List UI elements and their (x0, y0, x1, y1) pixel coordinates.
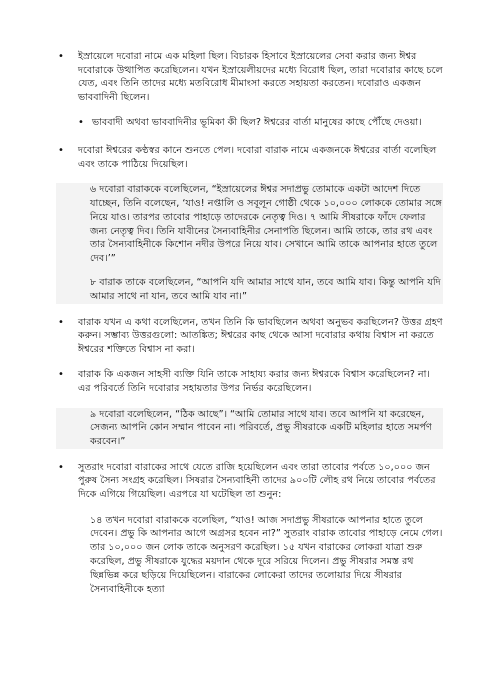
bullet-item (56, 144, 443, 171)
quote-paragraph: ৬ দবোরা বারাককে বলেছিলেন, “ইস্রায়েলের ঈশ্বর সদাপ্রভু তোমাকে একটা আদেশ দিতে যাচ্ছেন, তিনি বলেছেন, ‘যাও! নপ্তালি ও সবূলূন গোষ্ঠী থেকে ১০,০০০ লোককে তোমার সঙ্গে নিয়ে যাও। তারপর তাবোর পাহাড়ে তাদেরকে নেতৃত্ব দিও। ৭ আমি সীষরাকে ফাঁদে ফেলার জন্য নেতৃত্ব দিব। তিনি যাবীনের সৈন্যবাহিনীর সেনাপতি ছিলেন। আমি তাকে, তার রথ এবং তার সৈন্যবাহিনীকে কিশোন নদীর উপরে নিয়ে যাব। সেখানে আমি তাকে আপনার হাতে তুলে দেব।’” (90, 184, 442, 265)
bullet-text: বারাক কি একজন সাহসী ব্যক্তি যিনি তাকে সাহায্য করার জন্য ঈশ্বরকে বিশ্বাস করেছিলেন? না। এর পরিবর্তে তিনি দবোরার সহায়তার উপর নির্ভর করেছিলেন। (78, 369, 430, 394)
scripture-quote (56, 183, 443, 303)
scripture-quote (56, 514, 443, 597)
bullet-icon: • (58, 51, 64, 62)
bullet-text: সুতরাং দবোরা বারাকের সাথে যেতে রাজি হয়েছিলেন এবং তারা তাবোর পর্বতে ১০,০০০ জন পুরুষ সৈন্য সংগ্রহ করেছিল। সিষরার সৈন্যবাহিনী তাদের ৯০০টি লৌহ রথ নিয়ে তাবোর পর্বতের দিকে এগিয়ে গিয়েছিল। এরপরে যা ঘটেছিল তা শুনুন: (78, 461, 436, 501)
bullet-item (56, 316, 443, 357)
bullet-icon: • (78, 117, 84, 129)
bullet-icon: • (58, 461, 64, 473)
bullet-icon: • (58, 369, 64, 381)
sub-bullet-text: ভাববাদী অথবা ভাববাদিনীর ভূমিকা কী ছিল? ঈশ্বরের বার্তা মানুষের কাছে পৌঁছে দেওয়া। (92, 117, 422, 129)
sub-bullet-item (56, 116, 443, 130)
quote-paragraph: ৯ দবোরা বলেছিলেন, “ঠিক আছে”। “আমি তোমার সাথে যাব। তবে আপনি যা করেছেন, সেজন্য আপনি কোন সম্মান পাবেন না। পরিবর্তে, প্রভু সীষরাকে একটি মহিলার হাতে সমর্পণ করবেন।” (90, 408, 432, 448)
bullet-item (56, 50, 443, 104)
quote-paragraph: ৮ বারাক তাকে বলেছিলেন, “আপনি যদি আমার সাথে যান, তবে আমি যাব। কিন্তু আপনি যদি আমার সাথে না যান, তবে আমি যাব না।” (90, 276, 441, 302)
bullet-item (56, 461, 443, 502)
bullet-text: ইস্রায়েলে দবোরা নামে এক মহিলা ছিল। বিচারক হিসাবে ইস্রায়েলের সেবা করার জন্য ঈশ্বর দবোরাকে উত্থাপিত করেছিলেন। যখন ইস্রায়েলীয়দের মধ্যে বিরোধ ছিল, তারা দবোরার কাছে চলে যেত, এবং তিনি তাদের মধ্যে মতবিরোধ মীমাংসা করতে সহায়তা করতেন। দবোরাও একজন ভাববাদিনী ছিলেন। (78, 51, 443, 103)
bullet-text: দবোরা ঈশ্বরের কণ্ঠস্বর কানে শুনতে পেল। দবোরা বারাক নামে একজনকে ঈশ্বরের বার্তা বলেছিল এবং তাকে পাঠিয়ে দিয়েছিল। (78, 144, 437, 170)
bullet-icon: • (58, 144, 64, 156)
bullet-icon: • (58, 316, 64, 328)
quote-paragraph: ১৪ তখন দবোরা বারাককে বলেছিল, “যাও! আজ সদাপ্রভু সীষরাকে আপনার হাতে তুলে দেবেন। প্রভু কি আপনার আগে অগ্রসর হবেন না?” সুতরাং বারাক তাবোর পাহাড়ে নেমে গেল। তার ১০,০০০ জন লোক তাকে অনুসরণ করেছিল। ১৫ যখন বারাকের লোকরা যাত্রা শুরু করেছিল, প্রভু সীষরাকে যুদ্ধের ময়দান থেকে দূরে সরিয়ে দিলেন। প্রভু সীষরার সমস্ত রথ ছিন্নভিন্ন করে ছড়িয়ে দিয়েছিলেন। বারাকের লোকেরা তাদের তলোয়ার দিয়ে সীষরার সৈন্যবাহিনীকে হত্যা (90, 514, 443, 595)
bullet-item (56, 368, 443, 395)
scripture-quote (56, 408, 443, 449)
bullet-text: বারাক যখন এ কথা বলেছিলেন, তখন তিনি কি ভাবছিলেন অথবা অনুভব করছিলেন? উত্তর গ্রহণ করুন। সম্ভাব্য উত্তরগুলো: আতঙ্কিত; ঈশ্বরের কাছ থেকে আসা দবোরার কথায় বিশ্বাস না করতে ঈশ্বরের শক্তিতে বিশ্বাস না করা। (78, 316, 443, 355)
